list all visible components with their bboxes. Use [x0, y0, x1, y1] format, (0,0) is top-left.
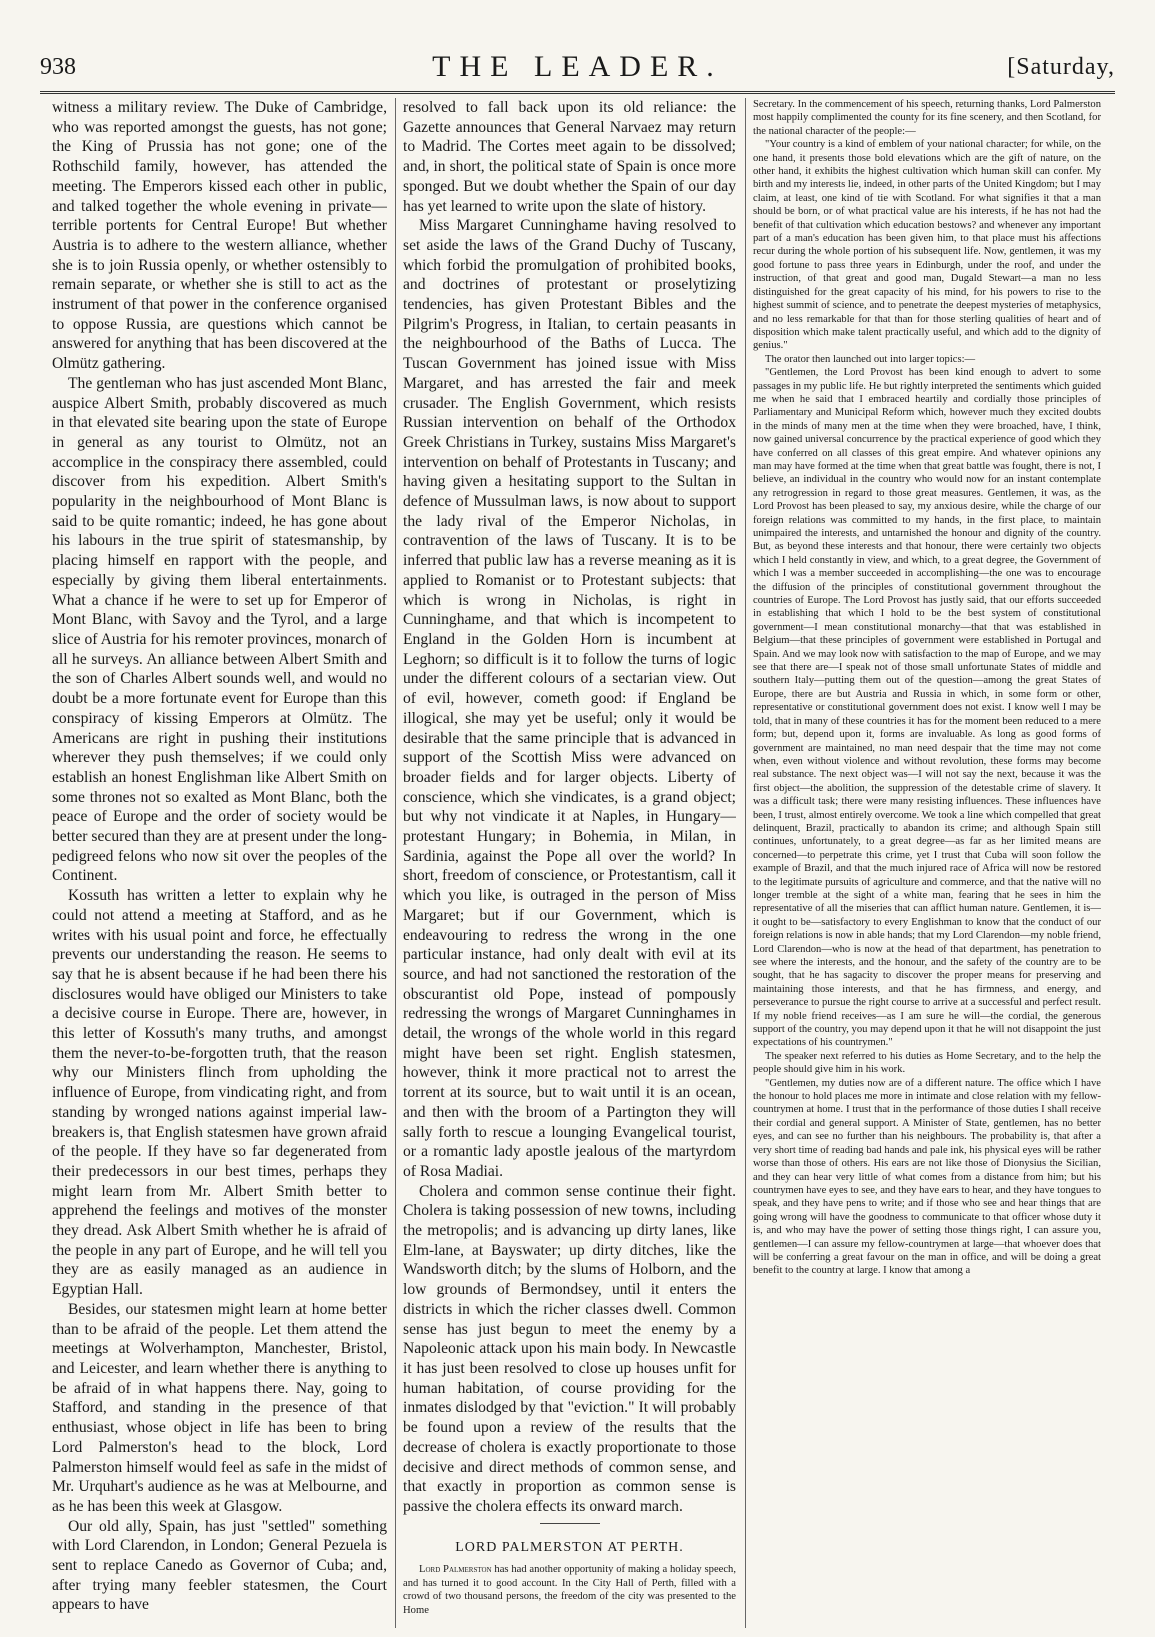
- section-rule: [540, 1523, 600, 1524]
- header-rule: [40, 91, 1115, 94]
- paragraph: resolved to fall back upon its old reliance: the Gazette announces that General Narvaez may return to Madrid. The Cortes meet again to be dissolved; and, in short, the political state of Spain is once more sponged. But we doubt whether the Spain of our day has yet learned to write upon the slate of history.: [403, 99, 736, 215]
- quote-paragraph: "Gentlemen, the Lord Provost has been kind enough to advert to some passages in my public life. He but rightly interpreted the sentiments which guided me when he said that I embraced heartily and cordially those principles of Parliamentary and Municipal Reform which, however much they excited doubts in the minds of many men at the time when they were broached, have, I think, now gained universal concurrence by the practical experience of good which they have conferred on all classes of this great empire. And whatever opinions any man may have formed at the time when that great battle was fought, there is not, I believe, an individual in the country who would now for an instant contemplate any retrogression in regard to those great measures. Gentlemen, it was, as the Lord Provost has been pleased to say, my anxious desire, while the charge of our foreign relations was committed to my hands, in the first place, to maintain unimpaired the interests, and untarnished the honour and dignity of the country. But, as beyond these interests and that honour, there were certainly two objects which I held constantly in view, and which, to a great degree, the Government of which I was a member succeeded in accomplishing—the one was to encourage the diffusion of the principles of constitutional government throughout the countries of Europe. The Lord Provost has justly said, that our efforts succeeded in establishing that which I hold to be the best system of constitutional government—I mean constitutional monarchy—that that was established in Belgium—that these principles of government were established in Portugal and Spain. And we may look now with satisfaction to the map of Europe, and we may see that there are—I speak not of those small unfortunate States of middle and southern Italy—putting them out of the question—among the great States of Europe, there are but Austria and Russia in which, in some form or other, representative or constitutional government does not exist. I know well I may be told, that in many of these countries it has for the moment been reduced to a mere form; but, depend upon it, forms are invaluable. As long as good forms of government are maintained, no man need despair that the time may not come when, even without violence and without revolution, these forms may become real substance. The next object was—I will not say the next, because it was the first object—the abolition, the suppression of the detestable crime of slavery. It was a difficult task; there were many resisting influences. These influences have been, I trust, almost entirely overcome. We took a line which compelled that great delinquent, Brazil, practically to abandon its crime; and although Spain still continues, unfortunately, to a great degree—as far as her limited means are concerned—to perpetrate this crime, yet I trust that Cuba will soon follow the example of Brazil, and that the much injured race of Africa will now be restored to the legitimate pursuits of agriculture and commerce, and that the native will no longer tremble at the sight of a white man, fearing that he sees in him the representative of all the miseries that can afflict human nature. Gentlemen, it is—it ought to be—satisfactory to every Englishman to know that the conduct of our foreign relations is now in able hands; that my Lord Clarendon—my noble friend, Lord Clarendon—who is now at the head of that department, has penetration to see where the interests, and the honour, and the safety of the country are to be sought, that he has sagacity to discover the proper means for preserving and maintaining those interests, and that he has firmness, and energy, and perseverance to pursue the right course to arrive at a successful and perfect result. If my noble friend receives—as I am sure he will—the cordial, the generous support of the country, you may depend upon it that he will not disappoint the just expectations of his countrymen.": [753, 367, 1101, 1049]
- page-header: [40, 48, 1115, 88]
- paragraph: witness a military review. The Duke of Cambridge, who was reported amongst the guests, has not gone; the King of Prussia has not gone; one of the Rothschild family, however, has attended the meeting. The Emperors kissed each other in public, and talked together the whole evening in private—terrible portents for Central Europe! But whether Austria is to adhere to the western alliance, whether she is to join Russia openly, or whether ostensibly to remain separate, or whether she is still to act as the instrument of that power in the conference organised to oppose Russia, are questions which cannot be answered for anything that has been discovered at the Olmütz gathering.: [52, 99, 387, 373]
- masthead-title: THE LEADER.: [432, 50, 723, 83]
- quote-paragraph: "Gentlemen, my duties now are of a different nature. The office which I have the honour to hold places me more in intimate and close relation with my fellow-countrymen at home. I trust that in the performance of those duties I shall receive their cordial and general support. A Minister of State, gentlemen, has no better eyes, and can see no further than his neighbours. The probability is, that after a very short time of reading bad hands and pale ink, his physical eyes will be rather worse than those of others. His ears are not like those of Dionysius the Sicilian, and they can hear very little of what comes from a distance from him; but his countrymen have eyes to see, and they have ears to hear, and they have tongues to speak, and they have pens to write; and if those who see and hear things that are going wrong will have the goodness to communicate to that officer whose duty it is, and who may have the power of setting those things right, I can assure you, gentlemen—I can assure my fellow-countrymen at large—that whoever does that will be conferring a great favour on the man in office, and will be doing a great benefit to the country at large. I know that among a: [753, 1077, 1101, 1277]
- paragraph: Kossuth has written a letter to explain why he could not attend a meeting at Stafford, and as he writes with his usual point and force, he effectually prevents our understanding the reason. He seems to say that he is absent because if he had been there his disclosures would have obliged our Ministers to take a decisive course in Europe. There are, however, in this letter of Kossuth's many truths, and amongst them the never-to-be-forgotten truth, that the reason why our Ministers flinch from upholding the influence of Europe, from vindicating right, and from standing by wronged nations against imperial law-breakers is, that English statesmen have grown afraid of the people. If they have so far degenerated from their predecessors in our best times, perhaps they might learn from Mr. Albert Smith better to apprehend the feelings and motives of the monster they dread. Ask Albert Smith whether he is afraid of the people in any part of Europe, and he will tell you they are as easily managed as an audience in Egyptian Hall.: [52, 887, 387, 1299]
- paragraph: Besides, our statesmen might learn at home better than to be afraid of the people. Let them attend the meetings at Wolverhampton, Manchester, Bristol, and Leicester, and learn whether there is anything to be afraid of in what happens there. Nay, going to Stafford, and standing in the presence of that enthusiast, whose object in life has been to bring Lord Palmerston's head to the block, Lord Palmerston himself would feel as safe in the midst of Mr. Urquhart's audience as he was at Melbourne, and as he has been this week at Glasgow.: [52, 1300, 387, 1515]
- article-intro: [403, 1563, 736, 1617]
- section-heading: LORD PALMERSTON AT PERTH.: [455, 1539, 684, 1555]
- paragraph: Our old ally, Spain, has just "settled" something with Lord Clarendon, in London; General Pezuela is sent to replace Canedo as Governor of Cuba; and, after trying many feebler statesmen, the Court appears to have: [52, 1517, 387, 1614]
- paragraph: Cholera and common sense continue their fight. Cholera is taking possession of new towns, including the metropolis; and is advancing up dirty lanes, like Elm-lane, at Bayswater; up dirty ditches, like the Wandsworth ditch; by the slums of Holborn, and the low grounds of Bermondsey, until it enters the districts in which the richer classes dwell. Common sense has just begun to meet the enemy by a Napoleonic attack upon his main body. In Newcastle it has just been resolved to close up houses unfit for human habitation, of course providing for the inmates dislodged by that "eviction." It will probably be found upon a review of the results that the decrease of cholera is exactly proportionate to those decisive and direct methods of common sense, and that exactly in proportion as common sense is passive the cholera effects its onward march.: [403, 1182, 736, 1515]
- intro-lead: Lord Palmerston: [419, 1564, 492, 1576]
- paragraph: The orator then launched out into larger topics:—: [765, 353, 976, 365]
- column-divider-1: [395, 98, 396, 1628]
- issue-day: [Saturday,: [1007, 54, 1115, 80]
- paragraph: Secretary. In the commencement of his speech, returning thanks, Lord Palmerston most happily complimented the county for its fine scenery, and then Scotland, for the national character of the people:—: [753, 99, 1101, 137]
- column-divider-2: [745, 98, 746, 1628]
- paragraph: Miss Margaret Cunninghame having resolved to set aside the laws of the Grand Duchy of Tuscany, which forbid the promulgation of prohibited books, and doctrines of protestant or proselytizing tendencies, has given Protestant Bibles and the Pilgrim's Progress, in Italian, to certain peasants in the neighbourhood of the Baths of Lucca. The Tuscan Government has joined issue with Miss Margaret, and has arrested the fair and meek crusader. The English Government, which resists Russian intervention on behalf of the Orthodox Greek Christians in Turkey, sustains Miss Margaret's intervention on behalf of Protestants in Tuscany; and having given a hesitating support to the Sultan in defence of Mussulman laws, is now about to support the lady rival of the Emperor Nicholas, in contravention of the laws of Tuscany. It is to be inferred that public law has a reverse meaning as it is applied to Romanist or to Protestant subjects: that which is wrong in Nicholas, is right in Cunninghame, and that which is incompetent to England in the Golden Horn is incumbent at Leghorn; so difficult is it to follow the turns of logic under the different colours of a sectarian view. Out of evil, however, cometh good: if England be illogical, she may yet be useful; only it would be desirable that the same principle that is advanced in support of the Scottish Miss were advanced on broader fields and for larger objects. Liberty of conscience, which she vindicates, is a grand object; but why not vindicate it at Naples, in Hungary—protestant Hungary; in Bohemia, in Milan, in Sardinia, against the Pope all over the world? In short, freedom of conscience, or Protestantism, call it which you like, is outraged in the person of Miss Margaret; but if our Government, which is endeavouring to redress the wrong in the one particular instance, had only dealt with evil at its source, and had not sanctioned the restoration of the obscurantist old Pope, instead of pompously redressing the wrongs of Margaret Cunninghames in detail, the wrongs of the whole world in this regard might have been set right. English statesmen, however, think it more practical not to arrest the torrent at its source, but to wait until it is an ocean, and then with the broom of a Partington they will sally forth to rescue a lounging Evangelical tourist, or a romantic lady apostle jealous of the martyrdom of Rosa Madiai.: [403, 217, 736, 1180]
- paragraph: The speaker next referred to his duties as Home Secretary, and to the help the people should give him in his work.: [753, 1050, 1101, 1076]
- page-number: 938: [40, 54, 76, 80]
- column-2: [403, 98, 736, 1628]
- column-1: [52, 98, 387, 1628]
- paragraph: The gentleman who has just ascended Mont Blanc, auspice Albert Smith, probably discovered as much in that elevated site bearing upon the state of Europe in general as any tourist to Olmütz, not an accomplice in the conspiracy there assembled, could discover from his expedition. Albert Smith's popularity in the neighbourhood of Mont Blanc is said to be quite romantic; indeed, he has gone about his labours in the true spirit of statesmanship, by placing himself en rapport with the people, and especially by giving them liberal entertainments. What a chance if he were to set up for Emperor of Mont Blanc, with Savoy and the Tyrol, and a large slice of Austria for his remoter provinces, monarch of all he surveys. An alliance between Albert Smith and the son of Charles Albert sounds well, and would no doubt be a more fortunate event for Europe than this conspiracy of kissing Emperors at Olmütz. The Americans are right in pushing their institutions wherever they push themselves; if we could only establish an honest Englishman like Albert Smith on some thrones not so exalted as Mont Blanc, both the peace of Europe and the order of society would be better secured than they are at present under the long-pedigreed felons who now sit over the peoples of the Continent.: [52, 374, 387, 885]
- column-3: [753, 98, 1101, 1628]
- quote-paragraph: "Your country is a kind of emblem of your national character; for while, on the one hand, it presents those bold elevations which are the gift of nature, on the other hand, it exhibits the highest cultivation which human skill can confer. My birth and my interests lie, indeed, in other parts of the United Kingdom; but I may claim, at least, one kind of tie with Scotland. For what signifies it that a man should be born, or of what practical value are his interests, if he has not had the benefit of that cultivation which education bestows? and whenever any important part of a man's education has been given him, to that place must his affections recur during the whole portion of his subsequent life. Now, gentlemen, it was my good fortune to pass three years in Edinburgh, under the roof, and under the instruction, of that great and good man, Dugald Stewart—a man no less distinguished for the great capacity of his mind, for his powers to rise to the highest summit of science, and to penetrate the deepest mysteries of metaphysics, and no less remarkable for that than for those sterling qualities of heart and of disposition which make talent practically useful, and which add to the dignity of genius.": [753, 139, 1101, 352]
- intro-text: has had another opportunity of making a holiday speech, and has turned it to good account. In the City Hall of Perth, filled with a crowd of two thousand persons, the freedom of the city was presented to the Home: [403, 1564, 736, 1616]
